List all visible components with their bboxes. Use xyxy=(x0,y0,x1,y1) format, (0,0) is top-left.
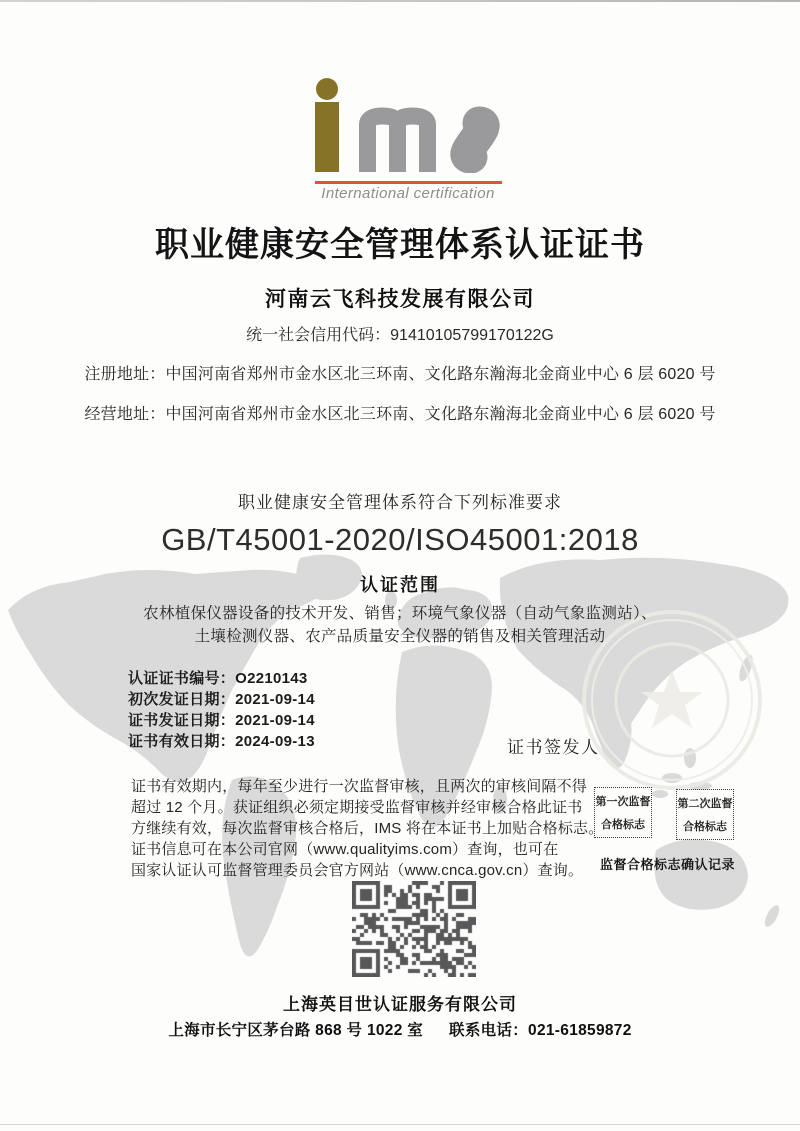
second-supervision-mark-box xyxy=(676,789,734,840)
business-address-label: 经营地址： xyxy=(84,406,166,423)
issue-date-row xyxy=(128,710,315,731)
notice-line-5: 国家认证认可监督管理委员会官方网站（www.cnca.gov.cn）查询。 xyxy=(131,861,584,879)
certificate-title: 职业健康安全管理体系认证证书 xyxy=(155,226,645,264)
notice-line-3: 方继续有效，每次监督审核合格后，IMS 将在本证书上加贴合格标志。 xyxy=(131,819,604,837)
credit-code-label: 统一社会信用代码： xyxy=(246,327,391,344)
second-supervision-line1: 第二次监督 xyxy=(677,798,733,810)
issue-date-label: 证书发证日期： xyxy=(128,712,236,729)
logo-underline xyxy=(315,181,502,184)
signer-label: 证书签发人 xyxy=(507,738,600,757)
ims-logo xyxy=(303,78,513,202)
registered-address-value: 中国河南省郑州市金水区北三环南、文化路东瀚海北金商业中心 6 层 6020 号 xyxy=(165,366,716,383)
cert-number-row xyxy=(128,668,315,689)
issue-date-value: 2021-09-14 xyxy=(235,712,315,729)
logo-m xyxy=(368,116,428,172)
logo-subtitle: International certification xyxy=(321,184,495,202)
notice-line-2: 超过 12 个月。获证组织必须定期接受监督审核并经审核合格此证书 xyxy=(131,798,583,816)
logo-s xyxy=(467,123,483,157)
supervision-notice xyxy=(131,777,603,881)
company-name: 河南云飞科技发展有限公司 xyxy=(265,288,535,311)
ims-logo-letters xyxy=(313,78,503,173)
notice-line-1: 证书有效期内，每年至少进行一次监督审核，且两次的审核间隔不得 xyxy=(131,778,588,795)
first-supervision-line1: 第一次监督 xyxy=(595,796,651,808)
issuer-organization: 上海英目世认证服务有限公司 xyxy=(283,995,517,1014)
certificate-details xyxy=(128,668,315,752)
first-issue-date-value: 2021-09-14 xyxy=(235,691,315,708)
issuer-phone-label: 联系电话： xyxy=(449,1022,529,1039)
issuer-address: 上海市长宁区茅台路 868 号 1022 室 xyxy=(168,1022,424,1039)
business-address-line xyxy=(0,401,800,424)
notice-line-4: 证书信息可在本公司官网（www.qualityims.com）查询，也可在 xyxy=(131,840,559,858)
second-supervision-line2: 合格标志 xyxy=(683,821,727,833)
expiry-date-label: 证书有效日期： xyxy=(128,733,236,750)
scope-line-1: 农林植保仪器设备的技术开发、销售；环境气象仪器（自动气象监测站）、 xyxy=(143,605,657,622)
first-issue-date-row xyxy=(128,689,315,710)
first-supervision-line2: 合格标志 xyxy=(601,819,645,831)
expiry-date-row xyxy=(128,731,315,752)
issuer-phone: 021-61859872 xyxy=(528,1022,632,1039)
issuer-contact-line xyxy=(0,1018,800,1040)
logo-i-dot xyxy=(316,78,338,100)
standard-code: GB/T45001-2020/ISO45001:2018 xyxy=(161,522,639,557)
first-issue-date-label: 初次发证日期： xyxy=(128,691,236,708)
scope-title: 认证范围 xyxy=(360,575,440,595)
credit-code-line xyxy=(0,322,800,345)
logo-i-stem xyxy=(315,102,339,172)
scope-line-2: 土壤检测仪器、农产品质量安全仪器的销售及相关管理活动 xyxy=(194,628,606,645)
supervision-record-label: 监督合格标志确认记录 xyxy=(600,857,736,872)
cert-number-value: O2210143 xyxy=(235,670,308,687)
expiry-date-value: 2024-09-13 xyxy=(235,733,315,750)
first-supervision-mark-box xyxy=(594,787,652,838)
standard-statement: 职业健康安全管理体系符合下列标准要求 xyxy=(238,493,562,512)
qr-code xyxy=(352,881,476,977)
credit-code-value: 91410105799170122G xyxy=(390,327,554,344)
cert-number-label: 认证证书编号： xyxy=(128,670,236,687)
registered-address-line xyxy=(0,361,800,384)
business-address-value: 中国河南省郑州市金水区北三环南、文化路东瀚海北金商业中心 6 层 6020 号 xyxy=(165,406,716,423)
registered-address-label: 注册地址： xyxy=(84,366,166,383)
